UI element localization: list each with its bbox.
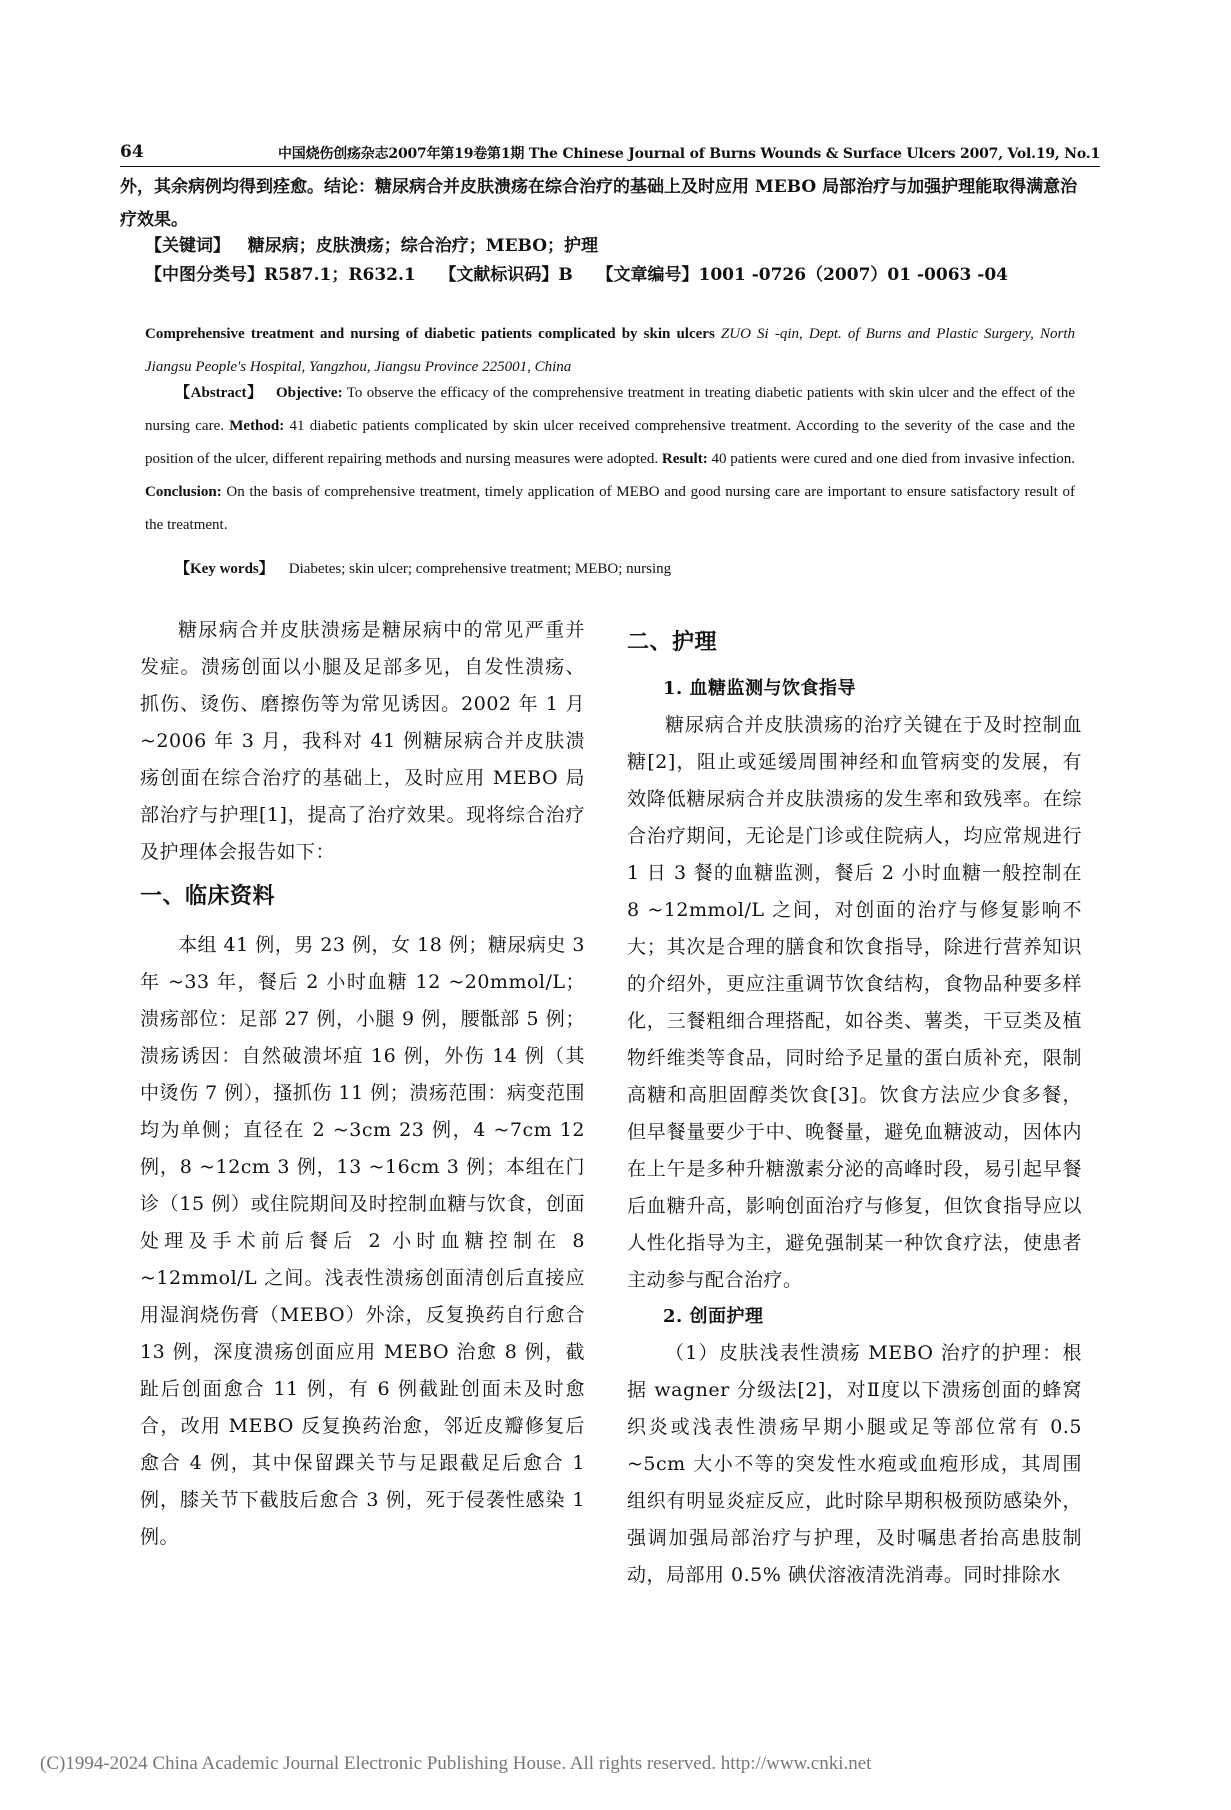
clc-label: 【中图分类号】 bbox=[145, 265, 264, 285]
page-header bbox=[120, 140, 1100, 167]
objective-text: To observe the efficacy of the comprehensive treatment in treating diabetic patients with skin ulcer and the effect of the nursing care. bbox=[145, 385, 1075, 434]
method-text: 41 diabetic patients complicated by skin ulcer received comprehensive treatment. According to the severity of the case and the position of the ulcer, different repairing methods and nursing measures were adopted. bbox=[145, 418, 1076, 467]
subsection-1-text: 糖尿病合并皮肤溃疡的治疗关键在于及时控制血糖[2]，阻止或延缓周围神经和血管病变的发展，有效降低糖尿病合并皮肤溃疡的发生率和致残率。在综合治疗期间，无论是门诊或住院病人，均应常规进行 1 日 3 餐的血糖监测，餐后 2 小时血糖一般控制在 8 ~12mmol/L 之间，对创面的治疗与修复影响不大；其次是合理的膳食和饮食指导，除进行营养知识的介绍外，更应注重调节饮食结构，食物品种要多样化，三餐粗细合理搭配，如谷类、薯类，干豆类及植物纤维类等食品，同时给予足量的蛋白质补充，限制高糖和高胆固醇类饮食[3]。饮食方法应少食多餐，但早餐量要少于中、晚餐量，避免血糖波动，因体内在上午是多种升糖激素分泌的高峰时段，易引起早餐后血糖升高，影响创面治疗与修复，但饮食指导应以人性化指导为主，避免强制某一种饮食疗法，使患者主动参与配合治疗。 bbox=[627, 714, 1082, 1291]
abstract-cn-continuation: 外，其余病例均得到痊愈。结论：糖尿病合并皮肤溃疡在综合治疗的基础上及时应用 MEBO 局部治疗与加强护理能取得满意治疗效果。 bbox=[120, 177, 1078, 230]
journal-citation: 中国烧伤创疡杂志2007年第19卷第1期 The Chinese Journal of Burns Wounds & Surface Ulcers 2007, Vol.19, No.1 bbox=[278, 146, 1100, 162]
right-column bbox=[627, 623, 1082, 1594]
conclusion-label: Conclusion: bbox=[145, 484, 222, 500]
english-authors: ZUO Si -qin, Dept. of Burns and Plastic Surgery, North Jiangsu People's Hospital, Yangzhou, Jiangsu Province 225001, China bbox=[145, 326, 1076, 375]
objective-label: Objective: bbox=[275, 385, 343, 401]
doc-code-label: 【文献标识码】 bbox=[439, 265, 559, 285]
section-1-heading: 一、临床资料 bbox=[140, 884, 276, 909]
english-title-block bbox=[145, 318, 1075, 384]
result-label: Result: bbox=[661, 451, 708, 467]
copyright-footer: (C)1994-2024 China Academic Journal Electronic Publishing House. All rights reserved. http://www.cnki.net bbox=[40, 1753, 872, 1774]
abstract-label: 【Abstract】 bbox=[175, 385, 263, 401]
subsection-2-heading: 2. 创面护理 bbox=[663, 1306, 764, 1327]
subsection-2-text: （1）皮肤浅表性溃疡 MEBO 治疗的护理：根据 wagner 分级法[2]，对Ⅱ度以下溃疡创面的蜂窝织炎或浅表性溃疡早期小腿或足等部位常有 0.5 ~5cm 大小不等的突发性水疱或血疱形成，其周围组织有明显炎症反应，此时除早期积极预防感染外，强调加强局部治疗与护理，及时嘱患者抬高患肢制动，局部用 0.5% 碘伏溶液清洗消毒。同时排除水 bbox=[627, 1342, 1082, 1586]
left-column bbox=[140, 612, 585, 1556]
result-text: 40 patients were cured and one died from invasive infection. bbox=[711, 451, 1076, 467]
intro-paragraph: 糖尿病合并皮肤溃疡是糖尿病中的常见严重并发症。溃疡创面以小腿及足部多见，自发性溃疡、抓伤、烫伤、磨擦伤等为常见诱因。2002 年 1 月 ~2006 年 3 月，我科对 41 例糖尿病合并皮肤溃疡创面在综合治疗的基础上，及时应用 MEBO 局部治疗与护理[1]，提高了治疗效果。现将综合治疗及护理体会报告如下： bbox=[140, 619, 585, 863]
article-id-value: 1001 -0726（2007）01 -0063 -04 bbox=[698, 265, 1008, 285]
english-abstract bbox=[145, 377, 1075, 542]
keywords-cn-label: 【关键词】 bbox=[145, 236, 230, 256]
keywords-en-label: 【Key words】 bbox=[175, 561, 274, 577]
clc-value: R587.1；R632.1 bbox=[264, 265, 416, 285]
page-number: 64 bbox=[120, 142, 144, 162]
keywords-cn-text: 糖尿病；皮肤溃疡；综合治疗；MEBO；护理 bbox=[247, 236, 599, 256]
subsection-1-heading: 1. 血糖监测与饮食指导 bbox=[663, 678, 857, 699]
method-label: Method: bbox=[229, 418, 285, 434]
english-title: Comprehensive treatment and nursing of diabetic patients complicated by skin ulcers bbox=[145, 326, 715, 342]
classification-line bbox=[145, 259, 1075, 292]
keywords-en-text: Diabetes; skin ulcer; comprehensive treatment; MEBO; nursing bbox=[288, 561, 672, 577]
article-id-label: 【文章编号】 bbox=[596, 265, 699, 285]
doc-code-value: B bbox=[558, 265, 573, 285]
conclusion-text: On the basis of comprehensive treatment, timely application of MEBO and good nursing care are important to ensure satisfactory result of the treatment. bbox=[145, 484, 1076, 533]
section-1-text: 本组 41 例，男 23 例，女 18 例；糖尿病史 3 年 ~33 年，餐后 2 小时血糖 12 ~20mmol/L；溃疡部位：足部 27 例，小腿 9 例，腰骶部 5 例；溃疡诱因：自然破溃坏疽 16 例，外伤 14 例（其中烫伤 7 例），搔抓伤 11 例；溃疡范围：病变范围均为单侧；直径在 2 ~3cm 23 例，4 ~7cm 12 例，8 ~12cm 3 例，13 ~16cm 3 例；本组在门诊（15 例）或住院期间及时控制血糖与饮食，创面处理及手术前后餐后 2 小时血糖控制在 8 ~12mmol/L 之间。浅表性溃疡创面清创后直接应用湿润烧伤膏（MEBO）外涂，反复换药自行愈合 13 例，深度溃疡创面应用 MEBO 治愈 8 例，截趾后创面愈合 11 例，有 6 例截趾创面未及时愈合，改用 MEBO 反复换药治愈，邻近皮瓣修复后愈合 4 例，其中保留踝关节与足跟截足后愈合 1 例，膝关节下截肢后愈合 3 例，死于侵袭性感染 1 例。 bbox=[140, 934, 585, 1548]
section-2-heading: 二、护理 bbox=[627, 630, 718, 655]
english-keywords bbox=[145, 553, 1075, 586]
